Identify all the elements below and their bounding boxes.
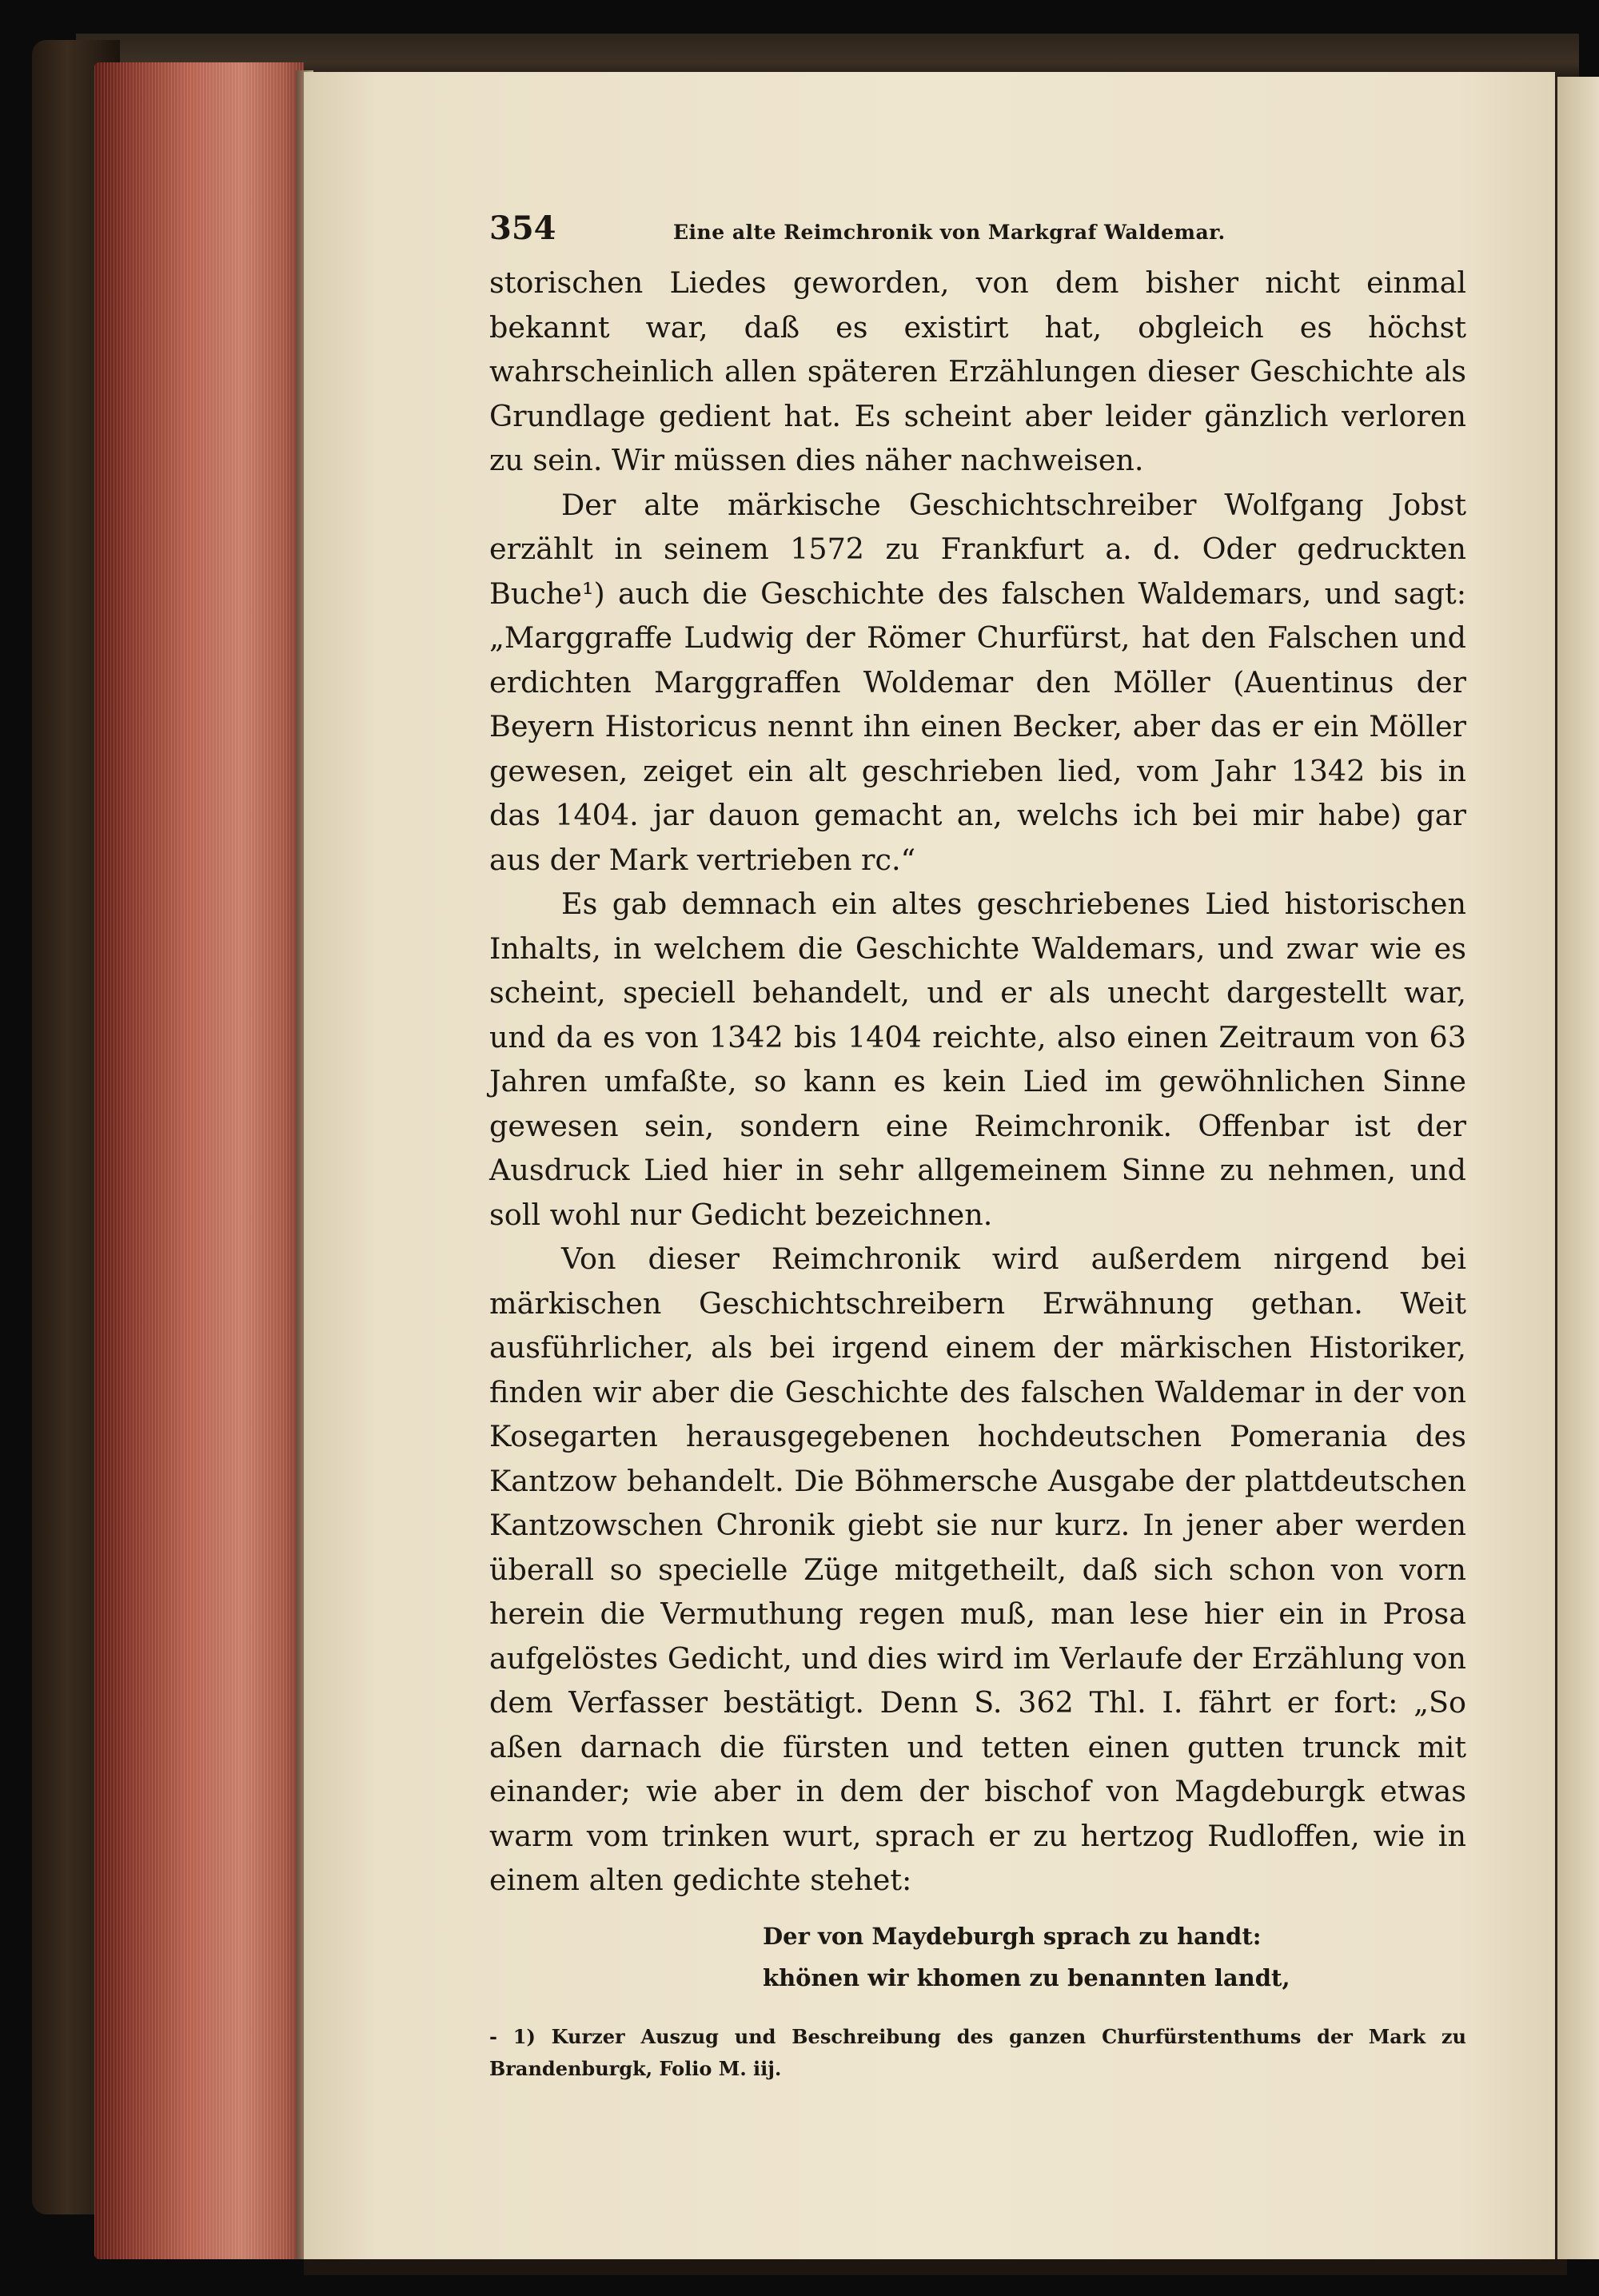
body-text (489, 261, 1466, 1903)
paragraph: Es gab demnach ein altes geschriebenes Lied historischen Inhalts, in welchem die Geschichte Waldemars, und zwar wie es scheint, speciell behandelt, und er als unecht dargestellt war, und da es von 1342 bis 1404 reichte, also einen Zeitraum von 63 Jahren umfaßte, so kann es kein Lied im gewöhnlichen Sinne gewesen sein, sondern eine Reimchronik. Offenbar ist der Ausdruck Lied hier in sehr allgemeinem Sinne zu nehmen, und soll wohl nur Gedicht bezeichnen. (489, 887, 1466, 1232)
paragraph: Der alte märkische Geschichtschreiber Wolfgang Jobst erzählt in seinem 1572 zu Frankfurt a. d. Oder gedruckten Buche¹) auch die Geschichte des falschen Waldemars, und sagt: „Marggraffe Ludwig der Römer Churfürst, hat den Falschen und erdichten Marggraffen Woldemar den Möller (Auentinus der Beyern Historicus nennt ihn einen Becker, aber das er ein Möller gewesen, zeiget ein alt geschrieben lied, vom Jahr 1342 bis in das 1404. jar dauon gemacht an, welchs ich bei mir habe) gar aus der Mark vertrieben rc.“ (489, 487, 1466, 877)
page-edges (94, 62, 304, 2259)
paragraph: storischen Liedes geworden, von dem bisher nicht einmal bekannt war, daß es existirt hat, obgleich es höchst wahrscheinlich allen späteren Erzählungen dieser Geschichte als Grundlage gedient hat. Es scheint aber leider gänzlich verloren zu sein. Wir müssen dies näher nachweisen. (489, 265, 1466, 477)
page-content (489, 209, 1466, 2085)
paragraph: Von dieser Reimchronik wird außerdem nirgend bei märkischen Geschichtschreibern Erwähnung gethan. Weit ausführlicher, als bei irgend einem der märkischen Historiker, finden wir aber die Geschichte des falschen Waldemar in der von Kosegarten herausgegebenen hochdeutschen Pomerania des Kantzow behandelt. Die Böhmersche Ausgabe der plattdeutschen Kantzowschen Chronik giebt sie nur kurz. In jener aber werden überall so specielle Züge mitgetheilt, daß sich schon von vorn herein die Vermuthung regen muß, man lese hier ein in Prosa aufgelöstes Gedicht, und dies wird im Verlaufe der Erzählung von dem Verfasser bestätigt. Denn S. 362 Thl. I. fährt er fort: „So aßen darnach die fürsten und tetten einen gutten trunck mit einander; wie aber in dem der bischof von Magdeburgk etwas warm vom trinken wurt, sprach er zu hertzog Rudloffen, wie in einem alten gedichte stehet: (489, 1242, 1466, 1897)
page-number: 354 (489, 209, 556, 247)
running-title: Eine alte Reimchronik von Markgraf Waldemar. (673, 221, 1226, 244)
verse-quote (763, 1915, 1466, 1999)
facing-page-edge (1555, 77, 1599, 2259)
footnote: - 1) Kurzer Auszug und Beschreibung des ganzen Churfürstenthums der Mark zu Brandenburgk, Folio M. iij. (489, 2024, 1466, 2080)
page-header (489, 209, 1466, 246)
verse-line: khönen wir khomen zu benannten landt, (763, 1963, 1290, 1991)
verse-line: Der von Maydeburgh sprach zu handt: (763, 1922, 1262, 1950)
book-bottom-edge (304, 2259, 1567, 2275)
